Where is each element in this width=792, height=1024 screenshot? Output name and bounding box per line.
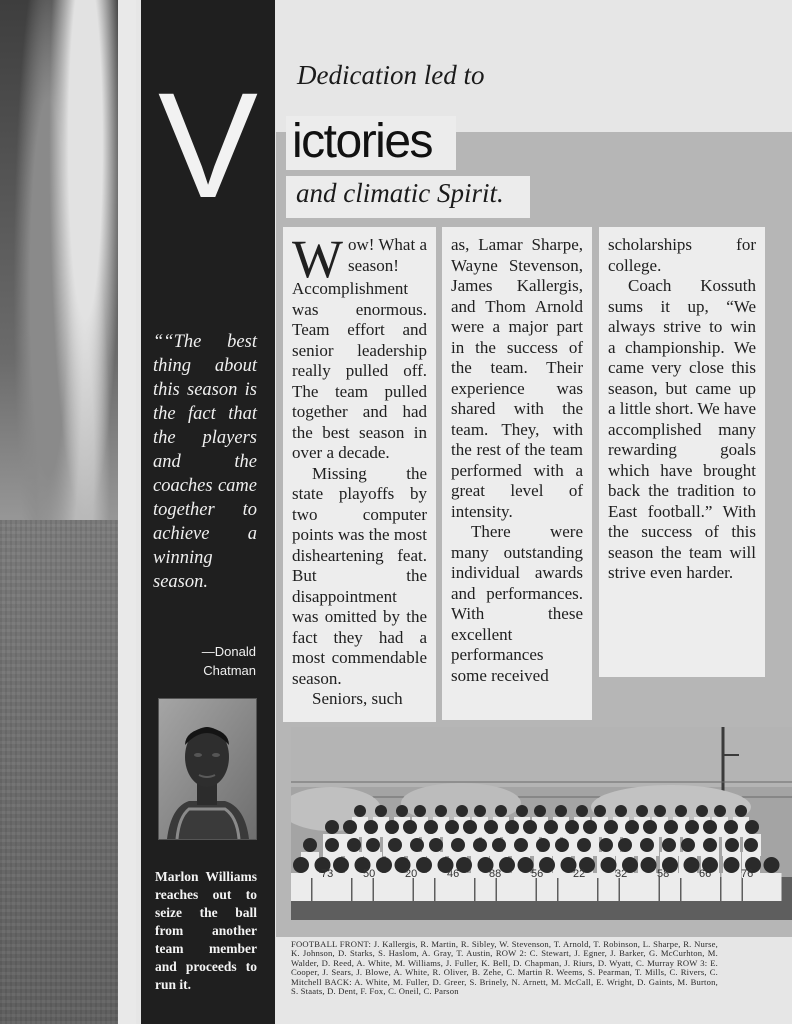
player-head [703, 820, 717, 834]
player-jersey [762, 873, 782, 901]
player-head [325, 838, 339, 852]
player-head [435, 805, 447, 817]
player-head [703, 838, 717, 852]
paragraph: Missing the state playoffs by two computer points was the most disheartening feat. But the disappointment was omitted by the fact they had a most commendable season. [292, 463, 427, 688]
player-head [745, 820, 759, 834]
paragraph: Seniors, such [312, 689, 403, 708]
player-head [376, 857, 392, 873]
player-jersey [374, 873, 394, 901]
player-head [576, 805, 588, 817]
player-head [325, 820, 339, 834]
player-jersey [722, 873, 742, 901]
portrait-photo [158, 698, 257, 840]
player-head [303, 838, 317, 852]
player-head [523, 820, 537, 834]
player-head [684, 857, 700, 873]
player-head [641, 857, 657, 873]
player-head [764, 857, 780, 873]
player-head [696, 805, 708, 817]
player-head [484, 820, 498, 834]
player-head [473, 838, 487, 852]
paragraph: There were many outstanding individual awards and performances. With these excellent performances some received [451, 522, 583, 685]
title-line-1: Dedication led to [297, 60, 485, 90]
player-head [388, 838, 402, 852]
player-head [343, 820, 357, 834]
player-head [714, 805, 726, 817]
article-column-1 [283, 227, 436, 722]
player-head [615, 805, 627, 817]
player-jersey [291, 873, 311, 901]
player-jersey [639, 873, 659, 901]
player-head [293, 857, 309, 873]
team-photo-illustration [291, 727, 792, 920]
title-big-letter: V [157, 61, 259, 229]
jersey-number: 20 [405, 868, 418, 880]
field-grass [0, 520, 122, 1024]
jersey-number: 58 [657, 868, 670, 880]
player-head [385, 820, 399, 834]
player-head [474, 805, 486, 817]
player-head [536, 838, 550, 852]
title-line-3: and climatic Spirit. [296, 178, 504, 208]
player-head [724, 857, 740, 873]
player-head [555, 805, 567, 817]
portrait-illustration [159, 699, 256, 839]
paragraph: ow! What a season! Accomplishment was enormous. Team effort and senior leadership really pulled off. The team pulled together and had the best season in over a decade. [292, 235, 427, 462]
player-head [599, 838, 613, 852]
player-head [681, 838, 695, 852]
player-head [534, 805, 546, 817]
player-head [414, 805, 426, 817]
player-head [451, 838, 465, 852]
player-head [544, 820, 558, 834]
player-head [429, 838, 443, 852]
pull-quote: ““The best thing about this season is the fact that the players and the coaches came together to achieve a winning season. [153, 332, 257, 592]
paragraph: as, Lamar Sharpe, Wayne Stevenson, James Kallergis, and Thom Arnold were a major part in the success of the team. Their experience was shared with the team. They, with the rest of the team performed with a great level of intensity. [451, 235, 583, 521]
jersey-number: 88 [489, 868, 502, 880]
jersey-number: 22 [573, 868, 586, 880]
player-head [625, 820, 639, 834]
player-head [735, 805, 747, 817]
player-head [424, 820, 438, 834]
player-head [516, 805, 528, 817]
player-head [662, 838, 676, 852]
player-jersey [331, 873, 351, 901]
team-photo [291, 727, 792, 920]
player-head [416, 857, 432, 873]
paragraph: scholarships for college. [608, 235, 756, 275]
jersey-number: 32 [615, 868, 628, 880]
player-head [333, 857, 349, 873]
player-head [347, 838, 361, 852]
quote-author: —Donald Chatman [201, 644, 256, 678]
player-head [354, 805, 366, 817]
page-gutter [118, 0, 136, 1024]
drop-cap: W [292, 229, 343, 289]
player-head [514, 838, 528, 852]
player-head [664, 820, 678, 834]
jersey-number: 66 [699, 868, 712, 880]
player-head [725, 838, 739, 852]
player-head [505, 820, 519, 834]
player-head [456, 805, 468, 817]
jersey-number: 56 [531, 868, 544, 880]
team-photo-caption: FOOTBALL FRONT: J. Kallergis, R. Martin, R. Sibley, W. Stevenson, T. Arnold, T. Robinson, L. Sharpe, R. Nurse, K. Johnson, D. Starks, S. Haslom, A. Gray, T. Austin, ROW 2: C. Stewart, J. Egner, J. Barker, G. McCurhton, M. Walder, D. Reed, A. White, M. Williams, J. Fuller, K. Bell, D. Chapman, J. Riurs, D. Wyatt, C. Murray ROW 3: E. Cooper, J. Sears, J. Blowe, A. White, R. Oliver, B. Zehe, C. Martin R. Weems, S. Pearman, T. Mills, C. Rivers, C. Mitchell BACK: A. White, M. Fuller, D. Greer, S. Brinely, N. Arnett, M. McCall, E. Wright, D. Gaints, M. Burton, S. Staats, D. Dent, F. Fox, C. Oneil, C. Parson [291, 939, 718, 997]
player-head [555, 838, 569, 852]
article-column-2 [442, 227, 592, 720]
title-line-2: ictories [292, 115, 433, 168]
player-head [565, 820, 579, 834]
player-head [618, 838, 632, 852]
player-head [375, 805, 387, 817]
player-head [654, 805, 666, 817]
player-head [403, 820, 417, 834]
player-head [724, 820, 738, 834]
player-head [396, 805, 408, 817]
player-head [577, 838, 591, 852]
player-head [583, 820, 597, 834]
player-head [594, 805, 606, 817]
paragraph: Coach Kossuth sums it up, “We always strive to win a championship. We came very close this season, but came up a little short. We have accomplished many rewarding goals which have brought back the tradition to East football.” With the success of this season the team will strive even harder. [608, 276, 756, 582]
jersey-number: 46 [447, 868, 460, 880]
player-head [643, 820, 657, 834]
player-head [366, 838, 380, 852]
player-head [492, 838, 506, 852]
player-head [499, 857, 515, 873]
player-head [364, 820, 378, 834]
article-column-3 [599, 227, 765, 677]
jersey-number: 76 [741, 868, 754, 880]
player-head [675, 805, 687, 817]
jersey-number: 50 [363, 868, 376, 880]
player-head [495, 805, 507, 817]
player-head [604, 820, 618, 834]
player-head [744, 838, 758, 852]
player-head [463, 820, 477, 834]
jersey-number: 73 [321, 868, 334, 880]
player-head [445, 820, 459, 834]
player-head [685, 820, 699, 834]
player-head [640, 838, 654, 852]
photo-caption: Marlon Williams reaches out to seize the ball from another team member and proceeds to run it. [155, 869, 257, 992]
player-head [636, 805, 648, 817]
player-head [410, 838, 424, 852]
